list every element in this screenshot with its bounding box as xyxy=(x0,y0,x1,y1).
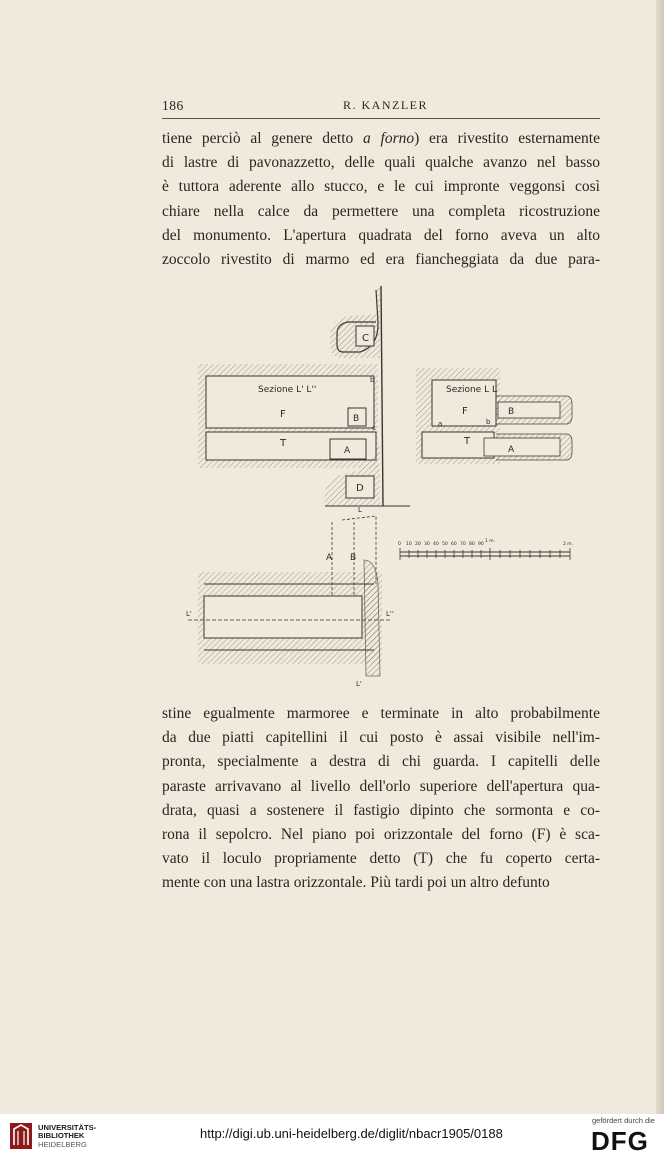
right-label-F: F xyxy=(462,406,468,417)
scale-tick: 0 xyxy=(398,542,401,547)
scale-1m: 1 m. xyxy=(485,539,496,544)
paragraph-1 xyxy=(162,127,600,272)
header-rule xyxy=(162,118,600,119)
page-header xyxy=(162,98,600,118)
text-line: tiene perciò al genere detto a forno) era rivestito esternamente xyxy=(162,130,600,147)
paragraph-2 xyxy=(162,702,600,896)
text-line: da due piatti capitellini il cui posto è assai visibile nell'im- xyxy=(162,729,600,747)
plan-label-L: L xyxy=(358,506,362,514)
label-B: B xyxy=(353,414,360,424)
label-T: T xyxy=(280,438,287,449)
text-line: del monumento. L'apertura quadrata del forno aveva un alto xyxy=(162,226,600,244)
running-title: R. KANZLER xyxy=(343,98,428,112)
text-line: paraste arrivavano al livello dell'orlo superiore dell'apertura qua- xyxy=(162,777,600,795)
right-lower-chamber xyxy=(422,432,494,458)
right-label-A: A xyxy=(508,445,515,455)
text-line: chiare nella calce da permettere una completa ricostruzione xyxy=(162,202,600,220)
right-label-T: T xyxy=(464,436,471,447)
plan-label-B: B xyxy=(350,553,357,563)
scale-tick: 90 xyxy=(478,542,484,547)
right-box-A xyxy=(484,438,560,456)
text-line: drata, quasi a sostenere il fastigio dipinto che sormonta e co- xyxy=(162,801,600,819)
scale-tick: 20 xyxy=(415,542,421,547)
text-line: vato il loculo propriamente detto (T) che fu coperto certa- xyxy=(162,850,600,868)
plan-chamber xyxy=(204,596,362,638)
scale-2m: 2 m. xyxy=(563,542,574,547)
page-number: 186 xyxy=(162,98,184,113)
label-C: C xyxy=(362,333,369,344)
text-line: rona il sepolcro. Nel piano poi orizzontale del forno (F) è sca- xyxy=(162,826,600,844)
page-edge-shadow xyxy=(656,0,664,1114)
scale-tick: 50 xyxy=(442,542,448,547)
text-line: di lastre di pavonazzetto, delle quali qualche avanzo nel basso xyxy=(162,154,600,172)
source-url-link[interactable]: http://digi.ub.uni-heidelberg.de/diglit/nbacr1905/0188 xyxy=(200,1126,503,1141)
text-line: è tuttora aderente allo stucco, e le cui impronte veggonsi così xyxy=(162,178,600,196)
text-line: pronta, specialmente a destra di chi guarda. I capitelli delle xyxy=(162,753,600,771)
label-F: F xyxy=(280,409,286,420)
plan-label-L2: L'' xyxy=(386,610,394,618)
tomb-section-figure xyxy=(180,284,600,689)
scale-tick: 40 xyxy=(433,542,439,547)
wall-line xyxy=(381,286,383,506)
label-A: A xyxy=(344,446,351,456)
right-label-B: B xyxy=(508,407,515,417)
plan-label-L-bottom: L' xyxy=(356,680,362,688)
label-D: D xyxy=(356,483,364,494)
upper-niche-hatch xyxy=(330,288,380,358)
label-b: b xyxy=(370,376,375,384)
funded-by-text: gefördert durch die xyxy=(592,1116,655,1125)
section-left-label: Sezione L' L'' xyxy=(258,385,317,395)
dfg-logo: DFG xyxy=(591,1126,649,1156)
text-line: stine egualmente marmoree e terminate in alto probabilmente xyxy=(162,705,600,722)
section-right-label: Sezione L L xyxy=(446,385,497,395)
scale-tick: 70 xyxy=(460,542,466,547)
library-name: UNIVERSITÄTS- BIBLIOTHEK HEIDELBERG xyxy=(38,1123,97,1149)
right-label-b: b xyxy=(486,418,491,426)
scale-tick: 80 xyxy=(469,542,475,547)
text-line: mente con una lastra orizzontale. Più tardi poi un altro defunto xyxy=(162,874,550,892)
scale-tick: 60 xyxy=(451,542,457,547)
plan-label-L1: L' xyxy=(186,610,192,618)
plan-label-A: A xyxy=(326,553,333,563)
label-c: c xyxy=(372,424,376,432)
text-line: zoccolo rivestito di marmo ed era fiancheggiata da due para- xyxy=(162,251,600,269)
scale-tick: 30 xyxy=(424,542,430,547)
scale-bar xyxy=(398,538,573,560)
right-label-a: a xyxy=(438,420,443,428)
library-logo-icon xyxy=(8,1121,34,1151)
scale-tick: 10 xyxy=(406,542,412,547)
